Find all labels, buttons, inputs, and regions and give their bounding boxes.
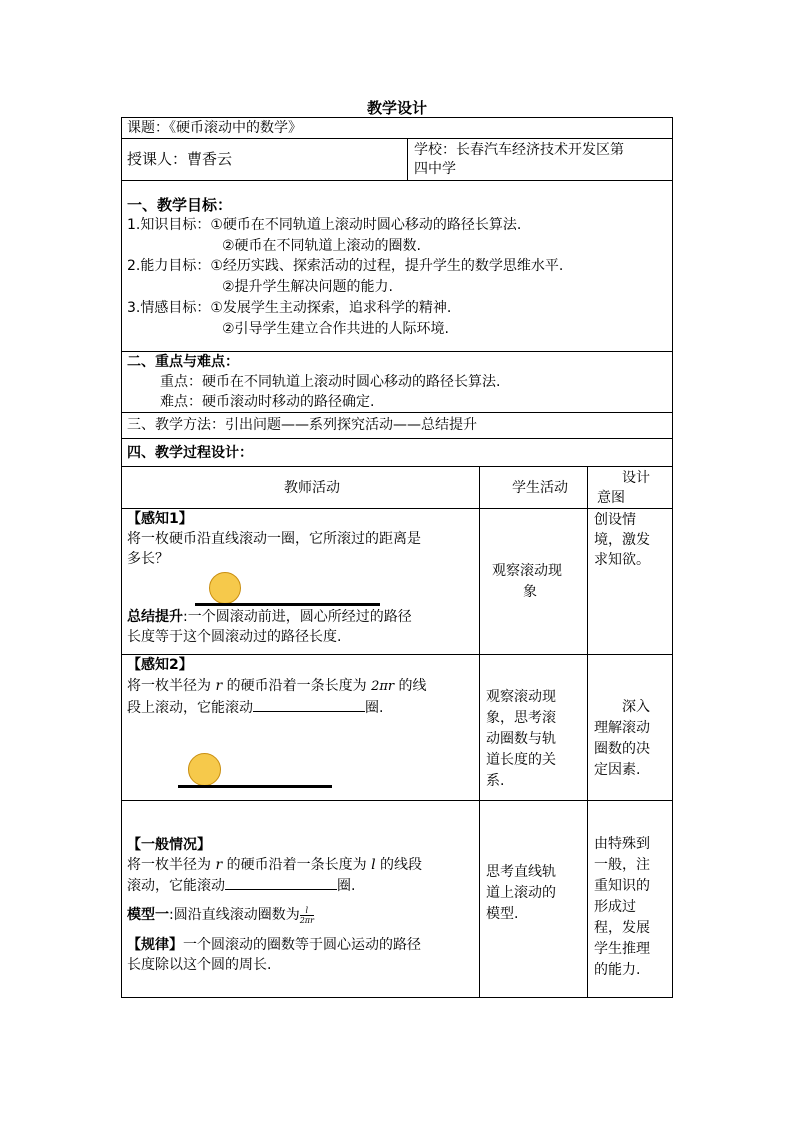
row-tag: 【一般情况】	[127, 837, 211, 853]
student-activity: 观察滚动现	[492, 563, 562, 579]
design-intent: 求知欲。	[594, 552, 650, 568]
rule-line	[127, 935, 421, 955]
student-activity: 模型.	[486, 906, 519, 922]
objective-line: 2.能力目标：①经历实践、探索活动的过程，提升学生的数学思维水平.	[127, 258, 564, 274]
design-intent: 创设情	[594, 512, 636, 528]
design-intent: 深入	[622, 699, 650, 715]
col-teacher-activity: 教师活动	[284, 480, 340, 496]
design-intent: 定因素.	[594, 762, 641, 778]
topic-row	[121, 117, 673, 139]
student-activity: 道上滚动的	[486, 885, 556, 901]
school-line-1: 学校：长春汽车经济技术开发区第	[414, 142, 624, 158]
coin-illustration	[188, 753, 221, 786]
objectives-section	[121, 180, 673, 352]
summary-line: 长度等于这个圆滚动过的路径长度.	[127, 629, 342, 645]
question-line: 将一枚半径为 r 的硬币沿着一条长度为 2πr 的线	[127, 678, 427, 694]
rule-line: 长度除以这个圆的周长.	[127, 957, 272, 973]
process-row-perception-1	[121, 508, 673, 655]
track-line	[195, 603, 380, 606]
row-tag: 【感知1】	[127, 511, 193, 527]
design-intent: 形成过	[594, 899, 636, 915]
teacher-name: 授课人：曹香云	[127, 150, 233, 168]
track-line	[178, 785, 332, 788]
design-intent: 由特殊到	[594, 836, 650, 852]
student-activity: 观察滚动现	[486, 689, 556, 705]
process-row-perception-2	[121, 654, 673, 801]
key-points-section	[121, 351, 673, 413]
rule-text: 一个圆滚动的圈数等于圆心运动的路径	[183, 937, 421, 953]
design-intent: 重知识的	[594, 878, 650, 894]
design-intent: 程，发展	[594, 920, 650, 936]
student-activity: 象	[523, 584, 537, 600]
design-intent: 学生推理	[594, 941, 650, 957]
method-row	[121, 412, 673, 439]
objective-line: ②引导学生建立合作共进的人际环境.	[222, 321, 450, 337]
design-intent: 一般，注	[594, 857, 650, 873]
col-design-intent: 设计	[622, 470, 650, 486]
objective-line: ②提升学生解决问题的能力.	[222, 279, 394, 295]
process-heading-row	[121, 438, 673, 467]
objectives-heading: 一、教学目标：	[127, 196, 233, 214]
model-line	[127, 905, 314, 925]
process-heading: 四、教学过程设计：	[127, 445, 253, 461]
question-line: 滚动，它能滚动 圈.	[127, 875, 355, 896]
question-line: 将一枚硬币沿直线滚动一圈，它所滚过的距离是	[127, 531, 421, 547]
col-student-activity: 学生活动	[512, 480, 568, 496]
difficulty-point: 难点：硬币滚动时移动的路径确定.	[160, 394, 375, 410]
design-intent: 的能力.	[594, 962, 641, 978]
design-intent: 理解滚动	[594, 720, 650, 736]
rule-label: 【规律】	[127, 937, 183, 953]
summary-label: 总结提升	[127, 609, 183, 625]
model-label: 模型一	[127, 907, 169, 923]
summary-line	[127, 607, 412, 627]
question-line: 多长？	[127, 551, 169, 567]
student-activity: 象，思考滚	[486, 710, 556, 726]
student-activity: 系.	[486, 773, 505, 789]
answer-blank	[253, 697, 365, 712]
objective-line: ②硬币在不同轨道上滚动的圈数.	[222, 238, 422, 254]
coin-illustration	[209, 572, 241, 604]
row-tag: 【感知2】	[127, 657, 193, 673]
answer-blank	[225, 875, 337, 890]
teaching-method: 三、教学方法：引出问题——系列探究活动——总结提升	[127, 417, 477, 433]
process-row-general-case	[121, 800, 673, 998]
student-activity: 动圈数与轨	[486, 731, 556, 747]
student-activity: 道长度的关	[486, 752, 556, 768]
col-design-intent: 意图	[597, 490, 625, 506]
process-table-header	[121, 466, 673, 509]
design-intent: 圈数的决	[594, 741, 650, 757]
school-line-2: 四中学	[414, 161, 456, 177]
page-title: 教学设计	[366, 99, 427, 117]
design-intent: 境，激发	[594, 532, 650, 548]
objective-line: 1.知识目标：①硬币在不同轨道上滚动时圆心移动的路径长算法.	[127, 217, 522, 233]
key-point: 重点：硬币在不同轨道上滚动时圆心移动的路径长算法.	[160, 374, 501, 390]
fraction: $\frac{l}{2\pi r}$	[299, 905, 314, 925]
key-points-heading: 二、重点与难点：	[127, 354, 239, 370]
summary-text: :一个圆滚动前进，圆心所经过的路径	[183, 609, 412, 625]
student-activity: 思考直线轨	[486, 864, 556, 880]
topic: 课题：《硬币滚动中的数学》	[127, 120, 302, 136]
model-text: :圆沿直线滚动圈数为	[169, 907, 300, 923]
teacher-school-row	[121, 138, 673, 181]
objective-line: 3.情感目标：①发展学生主动探索，追求科学的精神.	[127, 300, 452, 316]
question-line: 段上滚动，它能滚动 圈.	[127, 697, 383, 718]
question-line: 将一枚半径为 r 的硬币沿着一条长度为 l 的线段	[127, 857, 422, 873]
